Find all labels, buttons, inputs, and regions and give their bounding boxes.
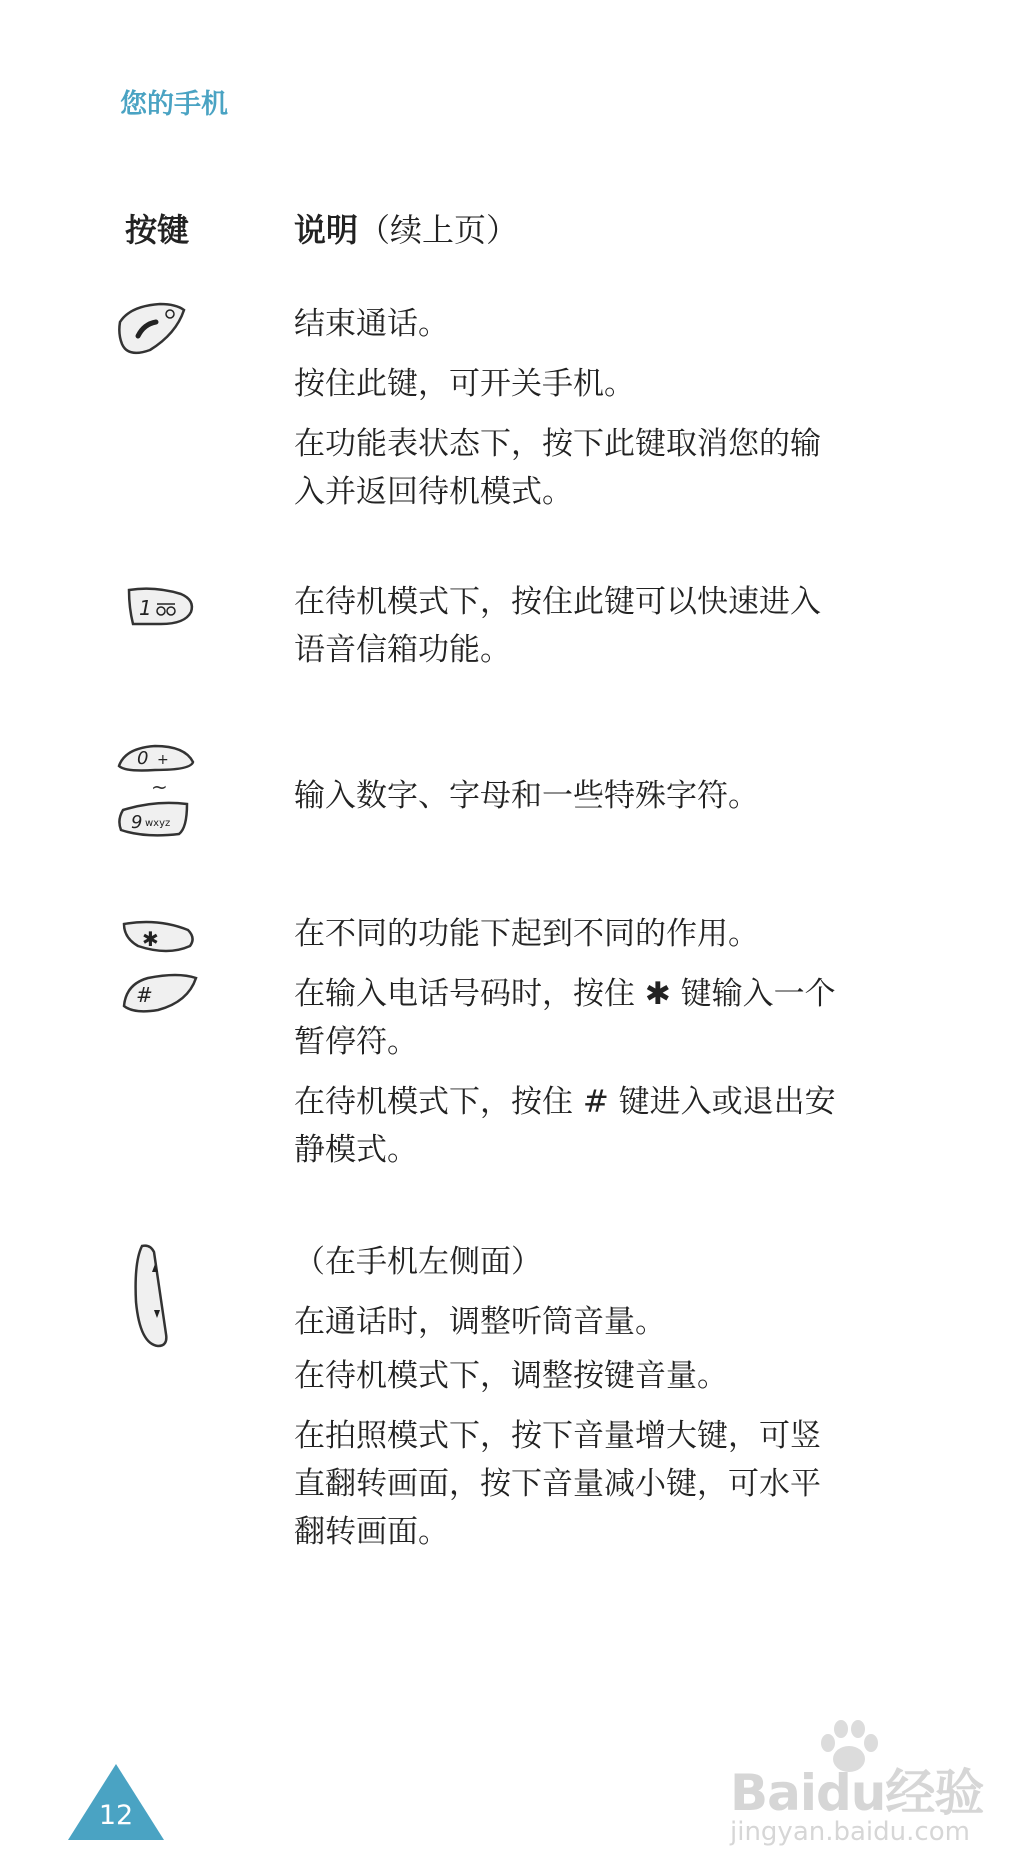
- column-header-description-bold: 说明: [294, 211, 359, 249]
- description-line: 入并返回待机模式。: [294, 474, 573, 510]
- column-header-description-suffix: （续上页）: [358, 211, 519, 249]
- description-line: 在待机模式下，按住 # 键进入或退出安: [294, 1084, 836, 1120]
- watermark-url: jingyan.baidu.com: [730, 1817, 970, 1847]
- baidu-watermark: [730, 1725, 990, 1845]
- page-number: 12: [98, 1800, 134, 1831]
- voicemail-key-label: 1: [139, 596, 152, 620]
- zero-key-sub-label: +: [157, 752, 169, 768]
- end-key-icon: [110, 300, 190, 364]
- description-line: 暂停符。: [294, 1024, 418, 1060]
- column-header-key: 按键: [125, 211, 190, 249]
- page-number-badge: [66, 1762, 166, 1842]
- nine-key-sub-label: wxyz: [145, 818, 171, 829]
- digit-keys-description: [294, 772, 894, 832]
- description-line: 静模式。: [294, 1132, 418, 1168]
- voicemail-key-description: [294, 578, 894, 686]
- description-line: 输入数字、字母和一些特殊字符。: [294, 778, 759, 814]
- column-header-description: [294, 205, 518, 251]
- nine-key-label: 9: [131, 812, 143, 833]
- description-line: 在输入电话号码时，按住 ✱ 键输入一个: [294, 976, 836, 1012]
- description-line: 在功能表状态下，按下此键取消您的输: [294, 426, 821, 462]
- description-line: 语音信箱功能。: [294, 632, 511, 668]
- section-title: 您的手机: [120, 89, 228, 120]
- description-line: 在通话时，调整听筒音量。: [294, 1304, 666, 1340]
- star-key-label: ✱: [142, 927, 159, 951]
- digit-keys-icon: [115, 742, 201, 856]
- voicemail-key-icon: [125, 584, 197, 634]
- description-line: 在待机模式下，调整按键音量。: [294, 1358, 728, 1394]
- volume-keys-description: [294, 1238, 894, 1568]
- volume-keys-icon: [132, 1242, 182, 1354]
- description-line: 翻转画面。: [294, 1514, 449, 1550]
- description-line: （在手机左侧面）: [294, 1244, 542, 1280]
- description-line: 在待机模式下，按住此键可以快速进入: [294, 584, 821, 620]
- end-key-description: [294, 300, 894, 528]
- description-line: 在拍照模式下，按下音量增大键，可竖: [294, 1418, 821, 1454]
- star-hash-keys-icon: [118, 916, 204, 1020]
- description-line: 直翻转画面，按下音量减小键，可水平: [294, 1466, 821, 1502]
- watermark-brand: Baidu经验: [730, 1764, 984, 1822]
- description-line: 在不同的功能下起到不同的作用。: [294, 916, 759, 952]
- description-line: 按住此键，可开关手机。: [294, 366, 635, 402]
- description-line: 结束通话。: [294, 306, 449, 342]
- zero-key-label: 0: [137, 748, 149, 769]
- range-tilde: ~: [151, 775, 168, 799]
- star-hash-keys-description: [294, 910, 894, 1186]
- hash-key-label: #: [136, 983, 153, 1007]
